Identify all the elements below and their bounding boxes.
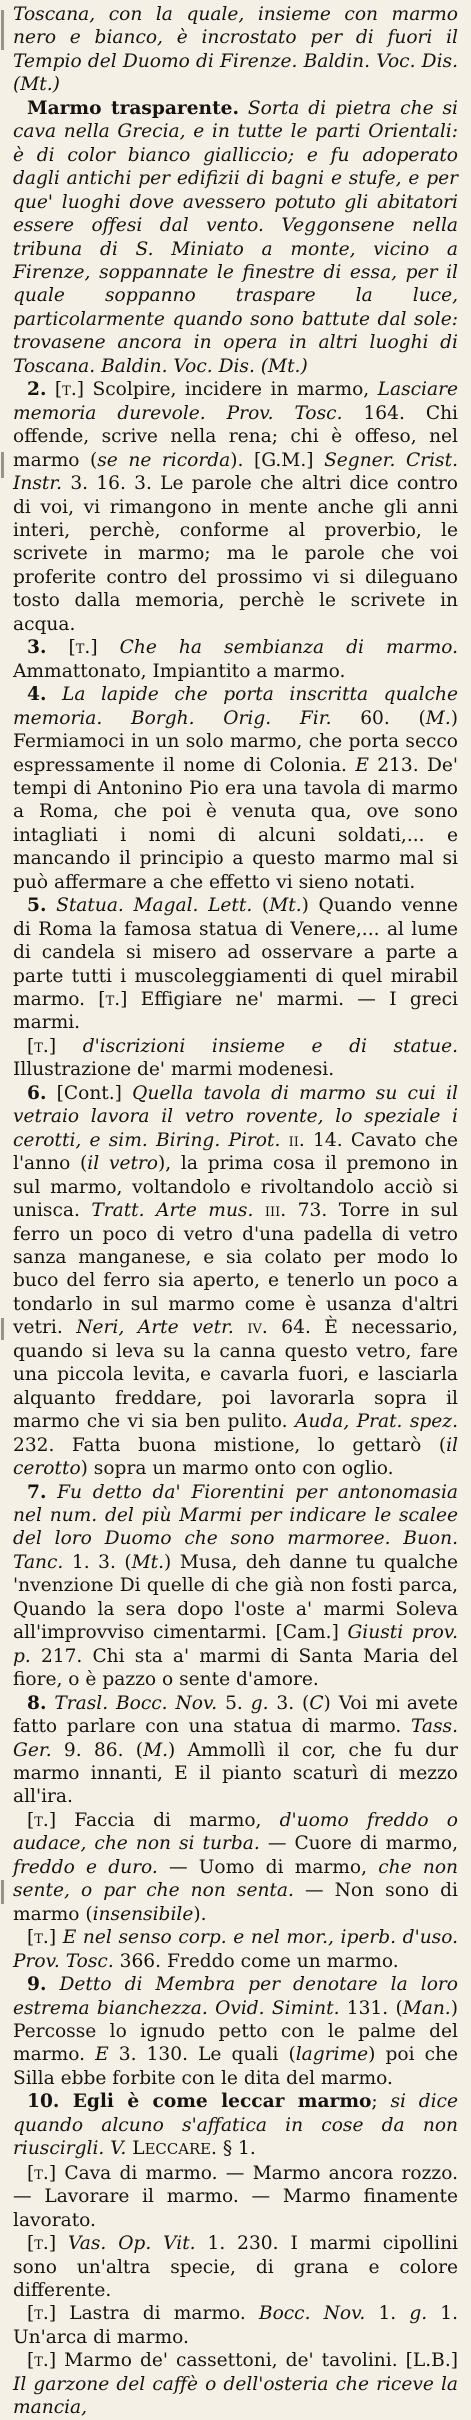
entry-paragraph-p16: [t.] Lastra di marmo. Bocc. Nov. 1. g. 1. Un'arca di marmo. — [13, 2303, 459, 2348]
entry-paragraph-p11: [t.] E nel senso corp. e nel mor., iperb. d'uso. Prov. Tosc. 366. Freddo come un marmo. — [13, 1927, 458, 1972]
left-margin-mark — [1, 10, 4, 50]
entry-paragraph-p15: [t.] Vas. Op. Vit. 1. 230. I marmi cipollini sono un'altra specie, di grana e colore differente. — [13, 2233, 458, 2301]
entry-paragraph-p2: 2. [t.] Scolpire, incidere in marmo, Lasciare memoria durevole. Prov. Tosc. 164. Chi offende, scrive nella rena; chi è offeso, nel marmo (se ne ricorda). [G.M.] Segner. Crist. Instr. 3. 16. 3. Le parole che altri dice contro di voi, vi rimangono in mente anche gli anni interi, perchè, conforme al proverbio, le scrivete in marmo; ma le parole che voi proferite contro del prossimo vi si dileguano tosto dalla memoria, perchè le scrivete in acqua. — [13, 379, 458, 635]
left-margin-mark — [1, 1318, 4, 1340]
entry-paragraph-p7: 6. [Cont.] Quella tavola di marmo su cui il vetraio lavora il vetro rovente, lo speziale i cerotti, e sim. Biring. Pirot. ii. 14. Cavato che l'anno (il vetro), la prima cosa il premono in sul marmo, voltandolo e rivoltandolo acciò si unisca. Tratt. Arte mus. iii. 73. Torre in sul ferro un poco di vetro d'una padella di vetro sanza manganese, e sia colato per modo lo buco del ferro sia aperto, e tenerlo un poco a tondarlo in sul marmo come è usanza d'altri vetri. Neri, Arte vetr. iv. 64. È necessario, quando si leva su la canna questo vetro, fare una piccola levita, e cavarla fuori, e lasciarla alquanto freddare, poi lavorarla sopra il marmo che vi sia ben pulito. Auda, Prat. spez. 232. Fatta buona mistione, lo gettarò (il cerotto) sopra un marmo onto con oglio. — [13, 1082, 459, 1480]
entry-paragraph-p0: Toscana, con la quale, insieme con marmo nero e bianco, è incrostato per di fuori il Tempio del Duomo di Firenze. Baldin. Voc. Dis. (Mt.) — [13, 4, 458, 96]
entry-paragraph-p5: 5. Statua. Magal. Lett. (Mt.) Quando venne di Roma la famosa statua di Venere,... al lume di candela si misero ad osservare a parte a parte tutti i muscoleggiamenti di quel mirabil marmo. [t.] Effigiare ne' marmi. — I greci marmi. — [13, 895, 458, 1034]
entry-paragraph-p4: 4. La lapide che porta inscritta qualche memoria. Borgh. Orig. Fir. 60. (M.) Fermiamoci in un solo marmo, che porta secco espressamente il nome di Colonia. E 213. De' tempi di Antonino Pio era una tavola di marmo a Roma, che poi è venuta qua, ove sono intagliati i nomi di alcuni soldati,... e mancando il principio a questo marmo mal si può affermare a che effetto vi sieno notati. — [13, 684, 458, 893]
left-margin-mark — [1, 452, 4, 478]
left-margin-mark — [1, 1880, 4, 1904]
entry-paragraph-p9: 8. Trasl. Bocc. Nov. 5. g. 3. (C) Voi mi avete fatto parlare con una statua di marmo. Tass. Ger. 9. 86. (M.) Ammollì il cor, che fu dur marmo innanti, E il pianto scaturì di mezzo all'ira. — [13, 1692, 459, 1808]
entry-paragraph-p14: [t.] Cava di marmo. — Marmo ancora rozzo. — Lavorare il marmo. — Marmo finamente lavorato. — [13, 2162, 458, 2231]
entry-paragraph-p10: [t.] Faccia di marmo, d'uomo freddo o audace, che non si turba. — Cuore di marmo, freddo e duro. — Uomo di marmo, che non sente, o par che non senta. — Non sono di marmo (insensibile). — [13, 1809, 458, 1925]
entry-column — [13, 3, 458, 2420]
entry-paragraph-p8: 7. Fu detto da' Fiorentini per antonomasia nel num. del più Marmi per indicare le scalee del loro Duomo che sono marmoree. Buon. Tanc. 1. 3. (Mt.) Musa, deh danne tu qualche 'nvenzione Di quelle di che già non fosti parca, Quando la sera dopo l'oste a' marmi Soleva all'improvviso cimentarmi. [Cam.] Giusti prov. p. 217. Chi sta a' marmi di Santa Maria del fiore, o è pazzo o sente d'amore. — [13, 1481, 458, 1691]
entry-paragraph-p1: Marmo trasparente. Sorta di pietra che si cava nella Grecia, e in tutte le parti Orientali: è di color bianco gialliccio; e fu adoperato dagli antichi per edifizii di bagni e stufe, e per que' luoghi dove avessero potuto gli abitatori essere offesi dal vento. Veggonsene nella tribuna di S. Miniato a monte, vicino a Firenze, soppannate le finestre di essa, per il quale soppanno traspare la luce, particolarmente quando sono battute dal sole: trovasene ancora in opera in altri luoghi di Toscana. Baldin. Voc. Dis. (Mt.) — [13, 97, 458, 377]
entry-paragraph-p6: [t.] d'iscrizioni insieme e di statue. Illustrazione de' marmi modenesi. — [13, 1035, 458, 1081]
entry-paragraph-p12: 9. Detto di Membra per denotare la loro estrema bianchezza. Ovid. Simint. 131. (Man.) Percosse lo ignudo petto con le palme del marmo. E 3. 130. Le quali (lagrime) poi che Silla ebbe forbite con le dita del marmo. — [13, 1974, 459, 2089]
entry-paragraph-p17: [t.] Marmo de' cassettoni, de' tavolini. [L.B.] Il garzone del caffè o dell'osteria che riceve la mancia, — [13, 2350, 458, 2419]
entry-paragraph-p3: 3. [t.] Che ha sembianza di marmo. Ammattonato, Impiantito a marmo. — [13, 637, 459, 682]
entry-paragraph-p13: 10. Egli è come leccar marmo; si dice quando alcuno s'affatica in cose da non riuscirgli. V. LECCARE. § 1. — [13, 2091, 458, 2160]
